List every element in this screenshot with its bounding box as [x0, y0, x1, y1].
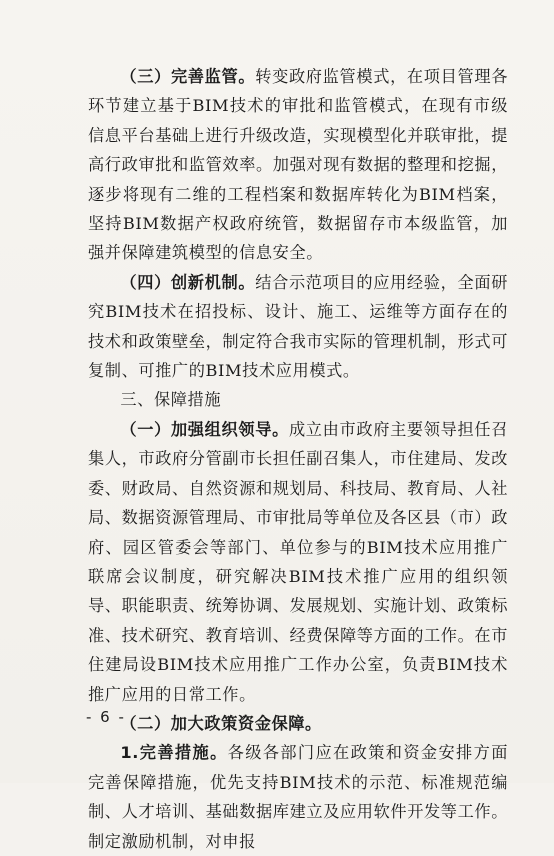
- paragraph-innovation: [88, 268, 508, 386]
- subheading-funding: （二）加大政策资金保障。: [120, 713, 322, 733]
- paragraph-lead: （一）加强组织领导。: [120, 419, 289, 439]
- paragraph-lead: （四）创新机制。: [120, 272, 256, 292]
- paragraph-leadership: [88, 415, 508, 709]
- paragraph-text: 转变政府监管模式，在项目管理各环节建立基于BIM技术的审批和监管模式，在现有市级信息平台基础上进行升级改造，实现模型化并联审批，提高行政审批和监管效率。加强对现有数据的整理和挖掘，逐步将现有二维的工程档案和数据库转化为BIM档案，坚持BIM数据产权政府统管，数据留存市本级监管，加强并保障建筑模型的信息安全。: [88, 67, 508, 263]
- section-heading: 三、保障措施: [120, 390, 222, 410]
- paragraph-lead: 1.完善措施。: [120, 743, 228, 763]
- paragraph-text: 各级各部门应在政策和资金安排方面完善保障措施，优先支持BIM技术的示范、标准规范编制、人才培训、基础数据库建立及应用软件开发等工作。制定激励机制，对申报: [88, 743, 508, 851]
- paragraph-measures: [88, 738, 508, 856]
- page-number: - 6 -: [86, 708, 126, 726]
- paragraph-text: 成立由市政府主要领导担任召集人，市政府分管副市长担任副召集人，市住建局、发改委、财政局、自然资源和规划局、科技局、教育局、人社局、数据资源管理局、市审批局等单位及各区县（市）政府、园区管委会等部门、单位参与的BIM技术应用推广联席会议制度，研究解决BIM技术推广应用的组织领导、职能职责、统筹协调、发展规划、实施计划、政策标准、技术研究、教育培训、经费保障等方面的工作。在市住建局设BIM技术应用推广工作办公室，负责BIM技术推广应用的日常工作。: [88, 419, 508, 704]
- paragraph-lead: （三）完善监管。: [120, 67, 256, 86]
- paragraph-supervision: [88, 62, 508, 268]
- paragraph-text: 结合示范项目的应用经验，全面研究BIM技术在招投标、设计、施工、运维等方面存在的技术和政策壁垒，制定符合我市实际的管理机制，形式可复制、可推广的BIM技术应用模式。: [88, 272, 508, 381]
